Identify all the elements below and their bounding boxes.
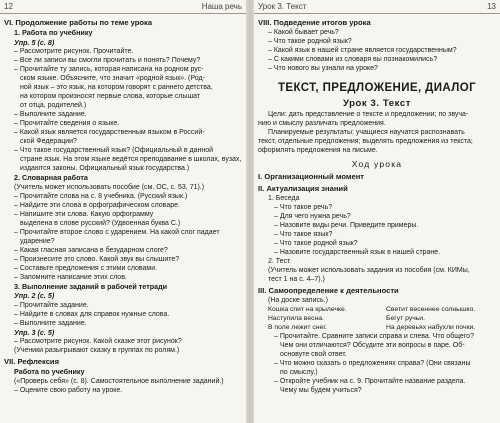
text-line: ударение? (20, 237, 55, 245)
section-heading: I. Организационный момент (258, 172, 365, 181)
text-line: Чему мы будем учиться? (280, 387, 362, 394)
dialogue-line: – Найдите эти слова в орфографическом словаре. (4, 201, 242, 210)
right-page-text (254, 14, 500, 395)
board-row (258, 323, 496, 332)
dialogue-line: – Что можно сказать о предложениях справа? (Они связаны (258, 359, 496, 368)
dialogue-line: – Прочитайте второе слово с ударением. На какой слог падает (4, 228, 242, 237)
section-heading: Упр. 3 (с. 5) (14, 327, 55, 337)
board-right-sentence: Бегут ручьи. (386, 315, 425, 322)
left-running-title: Наша речь (201, 2, 242, 11)
section-heading: 3. Выполнение заданий в рабочей тетради (14, 281, 168, 291)
text-line: тест 1 на с. 4–7).) (268, 276, 325, 283)
dialogue-line: – Что такое язык? (258, 230, 496, 239)
text-line: текст, отдельные предложения; выделять предложения из текста; (258, 138, 473, 145)
board-right-sentence: Светит весеннее солнышко. (386, 306, 476, 313)
dialogue-line: – Что такое родной язык? (258, 239, 496, 248)
dialogue-line: – Назовите виды речи. Приведите примеры. (258, 221, 496, 230)
section-heading: 1. Работа по учебнику (14, 28, 93, 37)
dialogue-line: – Выполните задание. (4, 319, 242, 328)
left-running-head (0, 0, 246, 14)
dialogue-line: – Прочитайте ту запись, которая написана на родном рус- (4, 65, 242, 74)
text-line: 1. Беседа (268, 195, 300, 202)
dialogue-line: – Напишите эти слова. Какую орфограмму (4, 210, 242, 219)
dialogue-line: – Запомните написание этих слов. (4, 273, 242, 282)
text-line: выделена в слове русский? (Удвоенная буква С.) (20, 219, 181, 227)
section-heading: Упр. 5 (с. 8) (14, 37, 55, 47)
text-line: («Проверь себя» (с. 8). Самостоятельное выполнение заданий.) (14, 377, 224, 385)
text-line: Планируемые результаты: учащиеся научатся распознавать (268, 129, 465, 136)
dialogue-line: – Составьте предложения с этими словами. (4, 264, 242, 273)
dialogue-line: – Что нового вы узнали на уроке? (258, 64, 496, 73)
board-right-sentence: На деревьях набухли почки. (386, 324, 476, 331)
dialogue-line: – Какой бывает речь? (258, 28, 496, 37)
text-line: оформлять предложения на письме. (258, 147, 378, 154)
dialogue-line: – Прочитайте. Сравните записи справа и слева. Что общего? (258, 332, 496, 341)
dialogue-line: – Какая гласная записана в безударном слоге? (4, 246, 242, 255)
dialogue-line: – Рассмотрите рисунок. Прочитайте. (4, 47, 242, 56)
left-page-number: 12 (4, 2, 13, 11)
dialogue-line: – Какой язык является государственным языком в Россий- (4, 128, 242, 137)
text-line: Чем они отличаются? Обсудите эти вопросы в паре. Об- (280, 342, 465, 349)
lesson-questions (258, 332, 496, 395)
text-line: ской Федерации? (20, 138, 77, 145)
right-page-number: 13 (487, 2, 496, 11)
lesson-goals (258, 110, 496, 155)
section-heading: VII. Рефлексия (4, 357, 60, 366)
text-line: от отца, родителей.) (20, 102, 87, 109)
text-line: стране язык. На этом языке ведётся преподавание в школах, вузах, (20, 156, 242, 163)
dialogue-line: – Произнесите это слово. Какой звук вы слышите? (4, 255, 242, 264)
text-line: основуте свой ответ. (280, 351, 347, 358)
left-page (0, 0, 246, 423)
section-heading: VIII. Подведение итогов урока (258, 18, 371, 27)
dialogue-line: – Что такое родной язык? (258, 37, 496, 46)
dialogue-line: – С какими словами из словаря вы познакомились? (258, 55, 496, 64)
board-row (258, 305, 496, 314)
right-running-head (254, 0, 500, 14)
dialogue-line: – Назовите государственный язык в нашей стране. (258, 248, 496, 257)
text-line: ной язык – это язык, на котором говорят с раннего детства, (20, 84, 213, 91)
text-line: нию и смыслу различать предложения. (258, 120, 386, 127)
dialogue-line: – Что такое речь? (258, 203, 496, 212)
dialogue-line: – Что такое государственный язык? (Официальный в данной (4, 146, 242, 155)
text-line: 2. Тест (268, 258, 291, 265)
text-line: (Учитель может использовать задания из пособия (см. КИМы, (268, 267, 470, 274)
dialogue-line: – Для чего нужна речь? (258, 212, 496, 221)
lesson-steps (258, 172, 496, 305)
section-heading: VI. Продолжение работы по теме урока (4, 18, 153, 27)
text-line: Цели: дать представление о тексте и предложении; по звуча- (268, 111, 469, 118)
text-line: по смыслу.) (280, 369, 318, 376)
dialogue-line: – Прочитайте слова на с. 8 учебника. (Русский язык.) (4, 192, 242, 201)
dialogue-line: – Прочитайте задание. (4, 301, 242, 310)
course-heading: Ход урока (351, 159, 403, 169)
board-row (258, 314, 496, 323)
text-line: (Ученики разыгрывают сказку в группах по ролям.) (14, 347, 180, 354)
board-record (258, 305, 496, 332)
chapter-title: ТЕКСТ, ПРЕДЛОЖЕНИЕ, ДИАЛОГ (277, 82, 477, 94)
section-heading: II. Актуализация знаний (258, 184, 348, 193)
section-heading: III. Самоопределение к деятельности (258, 286, 399, 295)
dialogue-line: – Выполните задание. (4, 110, 242, 119)
text-line: (Учитель может использовать пособие (см. ОС, с. 53, 71).) (14, 183, 205, 191)
dialogue-line: – Прочитайте сведения о языке. (4, 119, 242, 128)
lesson-title: Урок 3. Текст (342, 98, 412, 109)
dialogue-line: – Откройте учебник на с. 9. Прочитайте название раздела. (258, 377, 496, 386)
text-line: ском языке. Объясните, что значит «родной язык». (Род- (20, 75, 205, 82)
board-left-sentence: Кошка спит на крылечке. (268, 306, 347, 313)
text-line: на котором произносят первые слова, которые слышат (20, 93, 201, 100)
board-left-sentence: В поле лежит снег. (268, 324, 327, 331)
board-left-sentence: Наступила весна. (268, 315, 324, 322)
section-heading: Работа по учебнику (14, 367, 85, 376)
book-gutter (246, 0, 254, 423)
dialogue-line: – Оцените свою работу на уроке. (4, 386, 242, 395)
dialogue-line: – Какой язык в нашей стране является государственным? (258, 46, 496, 55)
summary-section (258, 18, 496, 73)
text-line: издаются законы. Официальный язык государства.) (20, 165, 190, 172)
section-heading: Упр. 2 (с. 5) (14, 291, 55, 300)
right-running-title: Урок 3. Текст (258, 2, 307, 11)
dialogue-line: – Все ли записи вы смогли прочитать и понять? Почему? (4, 56, 242, 65)
dialogue-line: – Рассмотрите рисунок. Какой сказке этот рисунок? (4, 337, 242, 346)
text-line: (На доске запись.) (268, 297, 328, 304)
dialogue-line: – Найдите в словах для справок нужные слова. (4, 310, 242, 319)
section-heading: 2. Словарная работа (14, 173, 88, 182)
right-page (254, 0, 500, 423)
left-page-text (0, 14, 246, 395)
